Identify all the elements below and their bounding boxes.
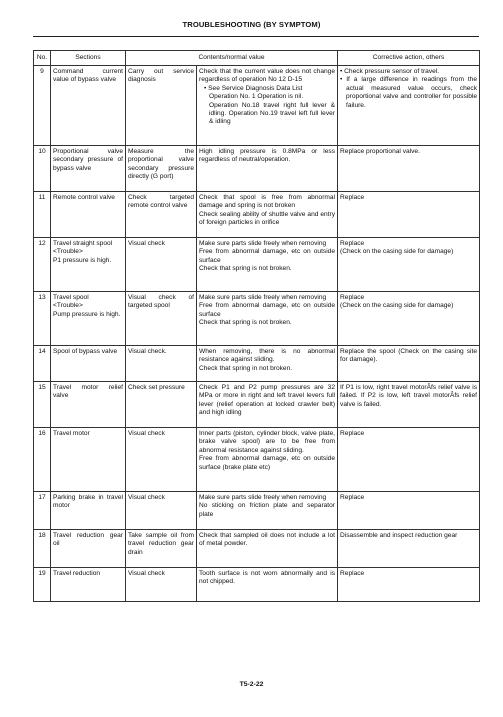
action-cell (338, 428, 480, 492)
row-number: 18 (34, 530, 51, 568)
contents-cell (197, 292, 338, 346)
action-text: (Check on the casing side for damage) (340, 302, 454, 310)
table-row (34, 382, 480, 428)
row-number: 17 (34, 492, 51, 530)
row-number: 16 (34, 428, 51, 492)
table-row (34, 492, 480, 530)
section-text: Travel spool (53, 294, 89, 301)
method-text: Visual check (128, 430, 165, 437)
method-cell (126, 292, 197, 346)
method-cell (126, 66, 197, 146)
method-text: Visual check. (128, 348, 167, 355)
action-bullet (340, 68, 477, 76)
table-row (34, 346, 480, 382)
title-rule (33, 36, 479, 37)
contents-cell (197, 66, 338, 146)
section-cell (51, 568, 126, 602)
contents-text: Check that spring in not broken. (199, 364, 293, 372)
contents-text: Check that spring is not broken. (199, 319, 292, 327)
table-row (34, 428, 480, 492)
contents-text: Check P1 and P2 pump pressures are 32 MPa or more in right and left travel levers full lever (relief operation at locked crawler belt) and high idling (199, 384, 336, 417)
bullet-icon: • (340, 68, 345, 75)
method-cell (126, 428, 197, 492)
table-header-row (34, 51, 480, 66)
action-bullet-text: If a large difference in readings from the actual measured value occurs, check proportional valve and controller for possible failure. (346, 76, 478, 109)
row-number: 13 (34, 292, 51, 346)
contents-cell (197, 568, 338, 602)
action-text: (Check on the casing side for damage) (340, 248, 454, 256)
header-no: No. (34, 51, 51, 66)
action-cell (338, 530, 480, 568)
method-cell (126, 346, 197, 382)
method-text: Measure the proportional valve secondary pressure directly (G port) (128, 148, 194, 181)
section-text: Travel motor relief valve (53, 384, 123, 400)
section-text: <Trouble> (53, 302, 83, 310)
contents-text: Check that sampled oil does not include a lot of metal powder. (199, 532, 336, 548)
section-text: Pump pressure is high. (53, 310, 121, 318)
bullet-icon: • (340, 76, 347, 84)
method-text: Visual check (128, 494, 165, 501)
section-text: Proportional valve secondary pressure of bypass valve (53, 148, 123, 172)
row-number: 10 (34, 146, 51, 192)
section-cell (51, 382, 126, 428)
section-cell (51, 66, 126, 146)
row-number: 15 (34, 382, 51, 428)
row-number: 9 (34, 66, 51, 146)
section-text: Travel reduction (53, 570, 101, 577)
section-text: Travel reduction gear oil (53, 532, 123, 548)
contents-text: When removing, there is no abnormal resistance against sliding. (199, 348, 336, 364)
section-cell (51, 192, 126, 238)
action-text: Replace (340, 494, 365, 501)
section-cell (51, 530, 126, 568)
contents-text: Free from abnormal damage, etc on outside surface (199, 302, 336, 318)
method-text: Visual check (128, 570, 165, 577)
method-text: Take sample oil from travel reduction gear drain (128, 532, 194, 556)
section-text: Travel straight spool (53, 240, 113, 247)
table-row (34, 530, 480, 568)
contents-text: High idling pressure is 0.8MPa or less regardless of neutral/operation. (199, 148, 336, 164)
action-cell (338, 568, 480, 602)
header-sections: Sections (51, 51, 126, 66)
section-text: Travel motor (53, 430, 90, 437)
contents-cell (197, 382, 338, 428)
section-cell (51, 428, 126, 492)
contents-cell (197, 192, 338, 238)
section-text: P1 pressure is high. (53, 256, 112, 264)
contents-text: Check that the current value does not change regardless of operation No 12 D-15 (199, 68, 336, 84)
contents-cell (197, 530, 338, 568)
table-row (34, 66, 480, 146)
contents-text: Check that spool is free from abnormal damage and spring is not broken (199, 194, 336, 210)
method-cell (126, 192, 197, 238)
contents-cell (197, 428, 338, 492)
method-cell (126, 146, 197, 192)
bullet-icon: • (204, 84, 209, 92)
troubleshooting-table (33, 50, 480, 602)
contents-text: Free from abnormal damage, etc on outside surface (199, 248, 336, 264)
row-number: 12 (34, 238, 51, 292)
method-cell (126, 238, 197, 292)
contents-bullet (199, 85, 335, 93)
header-contents: Contents/normal value (126, 51, 338, 66)
action-cell (338, 292, 480, 346)
table-row (34, 146, 480, 192)
row-number: 11 (34, 192, 51, 238)
contents-bullet-text: See Service Diagnosis Data List (208, 84, 303, 92)
action-cell (338, 346, 480, 382)
contents-cell (197, 346, 338, 382)
contents-sub-text: Operation No.18 travel right full lever & idling. Operation No.19 travel left full lever & idling (209, 101, 336, 126)
contents-text: Free from abnormal damage, etc on outside surface (brake plate etc) (199, 455, 336, 471)
contents-text: Make sure parts slide freely when removing (199, 494, 327, 501)
section-text: Spool of bypass valve (53, 348, 118, 355)
section-text: Command current value of bypass valve (53, 68, 123, 84)
action-bullet (340, 76, 477, 110)
action-cell (338, 492, 480, 530)
contents-text: Tooth surface is not worn abnormally and is not chipped. (199, 570, 336, 586)
action-cell (338, 66, 480, 146)
contents-text: Inner parts (piston, cylinder block, valve plate, brake valve spool) are to be free from abnormal resistance against sliding. (199, 430, 336, 454)
method-text: Check set pressure (128, 384, 185, 391)
contents-cell (197, 146, 338, 192)
action-text: Disassemble and inspect reduction gear (340, 532, 458, 539)
method-cell (126, 492, 197, 530)
header-action: Corrective action, others (338, 51, 480, 66)
table-row (34, 238, 480, 292)
page-title: TROUBLESHOOTING (BY SYMPTOM) (182, 20, 321, 29)
contents-text: Check sealing ability of shuttle valve and entry of foreign particles in orifice (199, 210, 336, 227)
method-text: Visual check of targeted spool (128, 294, 194, 310)
contents-text: No sticking on friction plate and separator plate (199, 502, 336, 518)
method-text: Check targeted remote control valve (128, 194, 194, 210)
method-cell (126, 382, 197, 428)
method-cell (126, 530, 197, 568)
section-cell (51, 346, 126, 382)
action-text: Replace the spool (Check on the casing site for damage). (340, 348, 478, 364)
section-cell (51, 238, 126, 292)
contents-text: Make sure parts slide freely when removing (199, 240, 327, 247)
action-cell (338, 192, 480, 238)
contents-text: Make sure parts slide freely when removing (199, 294, 327, 301)
action-text: Replace proportional valve. (340, 148, 420, 155)
action-text: If P1 is low, right travel motorÂfs relief valve is failed. If P2 is low, left travel motorÂfs relief valve is failed. (340, 384, 478, 408)
section-text: Parking brake in travel motor (53, 494, 123, 510)
table-row (34, 292, 480, 346)
action-text: Replace (340, 570, 365, 577)
action-text: Replace (340, 430, 365, 437)
method-cell (126, 568, 197, 602)
section-cell (51, 492, 126, 530)
contents-text: Check that spring is not broken. (199, 265, 292, 273)
action-bullet-text: Check pressure sensor of travel. (344, 68, 440, 75)
action-text: Replace (340, 240, 365, 247)
page-number: T5-2-22 (239, 681, 264, 688)
action-text: Replace (340, 194, 365, 201)
table-row (34, 568, 480, 602)
section-text: <Trouble> (53, 248, 83, 256)
row-number: 14 (34, 346, 51, 382)
action-cell (338, 146, 480, 192)
section-cell (51, 292, 126, 346)
contents-cell (197, 238, 338, 292)
method-text: Visual check (128, 240, 165, 247)
section-text: Remote control valve (53, 194, 115, 201)
section-cell (51, 146, 126, 192)
action-cell (338, 382, 480, 428)
table-row (34, 192, 480, 238)
method-text: Carry out service diagnosis (128, 68, 194, 84)
contents-sub-text: Operation No. 1 Operation is nil. (209, 93, 304, 101)
contents-cell (197, 492, 338, 530)
action-cell (338, 238, 480, 292)
action-text: Replace (340, 294, 365, 301)
row-number: 19 (34, 568, 51, 602)
